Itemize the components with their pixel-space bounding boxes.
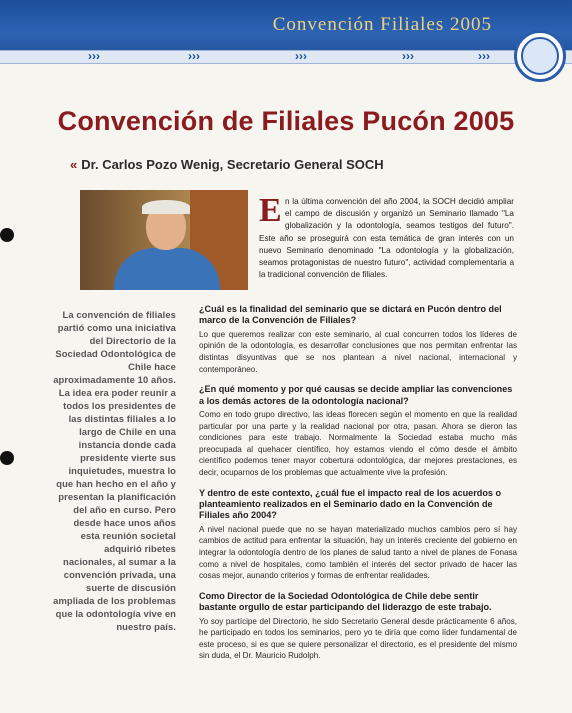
answer-3: A nivel nacional puede que no se hayan materializado muchos cambios pero sí hay cambios de actitud para enfrentar la situación, hay un interés creciente del gobierno en integrar la odontología dentro de los planes de salud tanto a nivel de planes de Fonasa como a nivel de hospitales, como también el interés del sector privado de hacer las cosas mejor, aunando criterios y formas de enfrentar realidades. [199, 524, 517, 581]
qa-column [199, 304, 517, 671]
question-1: ¿Cuál es la finalidad del seminario que se dictará en Pucón dentro del marco de la Convención de Filiales? [199, 304, 502, 326]
question-4: Como Director de la Sociedad Odontológica de Chile debe sentir bastante orgullo de estar participando del liderazgo de este trabajo. [199, 590, 492, 613]
byline-mark: « [70, 157, 78, 172]
seal-inner-emblem [521, 37, 559, 75]
chevron-right-icon: ››› [88, 49, 100, 63]
byline-text: Dr. Carlos Pozo Wenig, Secretario General SOCH [81, 157, 384, 172]
answer-2: Como en todo grupo directivo, las ideas florecen según el momento en que la realidad particular por una parte y la realidad nacional por otra, pasan. Ahora se dieron las condiciones para este trabajo. Normalmente la Sociedad estaba mucho más preocupada al quehacer científico, hoy estamos viendo el cómo desde el ámbito científico podemos tener mayor cobertura odontológica, dar mejores prestaciones, es decir, ocuparnos de los problemas que actualmente vive la profesión. [199, 410, 517, 477]
dropcap: E [259, 192, 282, 229]
intro-text: n la última convención del año 2004, la SOCH decidió ampliar el campo de discusión y organizó un Seminario llamado "La globalización y la odontología, seamos testigos del futuro". Este año se proseguirá con esta temática de gran interés con un nuevo Seminario denominado "La odontología y la globalización, seamos protagonistas de nuestro futuro", actividad complementaria a la tradicional convención de filiales. [259, 197, 514, 280]
binder-hole [0, 451, 14, 465]
question-3: Y dentro de este contexto, ¿cuál fue el impacto real de los acuerdos o planteamiento realizados en el Seminario dado en la Convención de Filiales año 2004? [199, 487, 502, 521]
chevron-right-icon: ››› [402, 49, 414, 63]
sidebar-pullout: La convención de filiales partió como una iniciativa del Directorio de la Sociedad Odontológica de Chile hace aproximadamente 10 años. La idea era poder reunir a todos los presidentes de las distintas filiales a lo largo de Chile en una instancia donde cada presidente vierte sus inquietudes, muestra lo que han hecho en el año y presentan la planificación del año en curso. Pero desde hace unos años esta reunión societal adquirió ribetes nacionales, al sumar a la convención privada, una suerte de discusión ampliada de los problemas que la odontología vive en nuestro país. [53, 309, 176, 632]
header-title: Convención Filiales 2005 [272, 14, 492, 35]
answer-4: Yo soy partícipe del Directorio, he sido Secretario General desde prácticamente 6 años, he participado en todos los seminarios, pero yo te diría que como líder fundamental de este proceso, si es que se quiere personalizar el directorio, es el presidente del mismo sin duda, el Dr. Mauricio Rudolph. [199, 616, 517, 661]
article-title: Convención de Filiales Pucón 2005 [57, 106, 515, 136]
byline [70, 157, 384, 172]
answer-1: Lo que queremos realizar con este seminario, al cual concurren todos los líderes de opinión de la odontología, es desarrollar conclusiones que nos permitan enfrentar las distintas disyuntivas que se nos plantean a nivel nacional, internacional y contemporáneo. [199, 329, 517, 374]
chevron-right-icon: ››› [478, 49, 490, 63]
intro-paragraph [259, 192, 514, 281]
author-photo [80, 190, 248, 290]
question-2: ¿En qué momento y por qué causas se decide ampliar las convenciones a los demás actores de la odontología nacional? [199, 384, 513, 406]
binder-hole [0, 228, 14, 242]
chevron-right-icon: ››› [188, 49, 200, 63]
society-seal-logo [514, 30, 566, 82]
photo-hair [142, 200, 190, 214]
chevron-right-icon: ››› [295, 49, 307, 63]
